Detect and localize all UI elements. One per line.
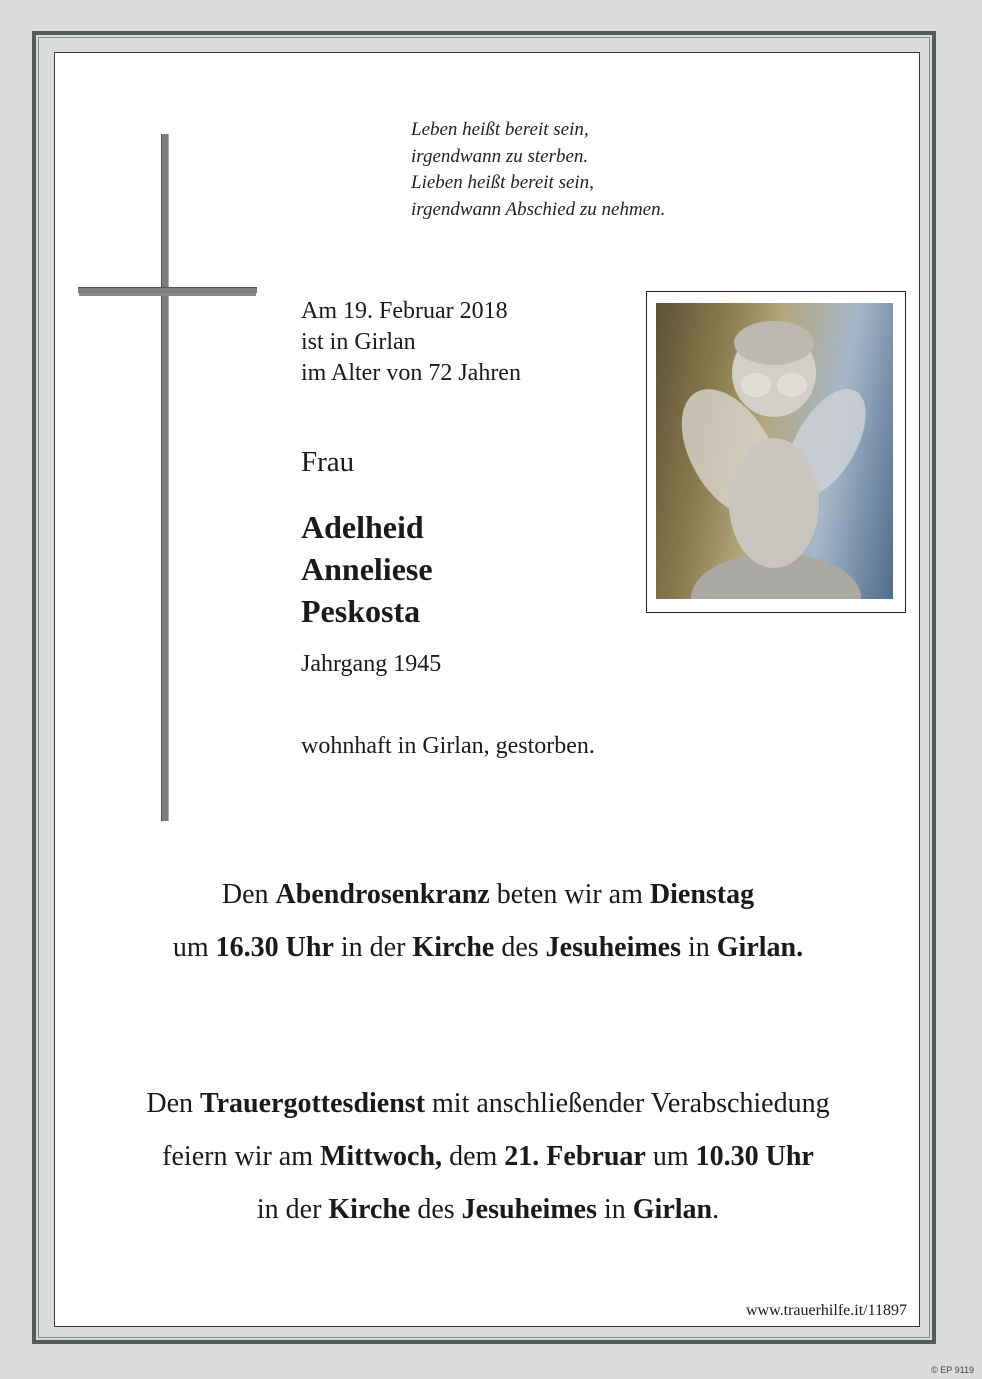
emphasis-text: Kirche bbox=[412, 932, 495, 963]
emphasis-text: 21. Februar bbox=[504, 1141, 646, 1172]
emphasis-text: Jesuheimes bbox=[545, 932, 681, 963]
funeral-line bbox=[55, 1183, 921, 1236]
cross-icon-bar bbox=[78, 287, 257, 293]
quote-line: irgendwann zu sterben. bbox=[411, 145, 589, 167]
birth-year: Jahrgang 1945 bbox=[301, 651, 442, 677]
emphasis-text: Trauergottesdienst bbox=[200, 1088, 426, 1119]
emphasis-text: Girlan. bbox=[716, 932, 804, 963]
text: Den bbox=[146, 1088, 201, 1119]
website-link[interactable]: www.trauerhilfe.it/11897 bbox=[746, 1302, 907, 1319]
name-line: Peskosta bbox=[301, 593, 421, 629]
text: . bbox=[712, 1194, 720, 1225]
funeral-line bbox=[55, 1130, 921, 1183]
quote bbox=[411, 117, 665, 223]
text: dem bbox=[442, 1141, 505, 1172]
text: in bbox=[596, 1194, 633, 1225]
quote-line: Leben heißt bereit sein, bbox=[411, 119, 589, 140]
copyright: © EP 9119 bbox=[931, 1365, 974, 1375]
intro-line: im Alter von 72 Jahren bbox=[301, 360, 521, 386]
text: des bbox=[410, 1194, 462, 1225]
text: in bbox=[681, 932, 717, 963]
text: beten wir am bbox=[489, 879, 650, 910]
emphasis-text: 10.30 Uhr bbox=[695, 1141, 814, 1172]
funeral-line bbox=[55, 1077, 921, 1130]
emphasis-text: Kirche bbox=[328, 1194, 411, 1225]
obituary-card bbox=[54, 52, 920, 1327]
emphasis-text: Dienstag bbox=[649, 879, 755, 910]
emphasis-text: Jesuheimes bbox=[461, 1194, 597, 1225]
text: um bbox=[172, 932, 216, 963]
text: in der bbox=[333, 932, 413, 963]
name-line: Adelheid bbox=[301, 509, 424, 545]
rosary-announcement bbox=[55, 868, 921, 974]
quote-line: irgendwann Abschied zu nehmen. bbox=[411, 198, 666, 220]
text: des bbox=[494, 932, 546, 963]
photo-frame bbox=[646, 291, 906, 613]
emphasis-text: Girlan bbox=[632, 1194, 713, 1225]
name-line: Anneliese bbox=[301, 551, 433, 587]
funeral-announcement bbox=[55, 1077, 921, 1236]
text: mit anschließender Verabschiedung bbox=[425, 1088, 830, 1119]
text: feiern wir am bbox=[162, 1141, 320, 1172]
emphasis-text: Mittwoch, bbox=[319, 1141, 443, 1172]
deceased-name bbox=[301, 506, 433, 632]
angel-photo bbox=[656, 303, 893, 599]
title: Frau bbox=[301, 446, 355, 478]
intro-line: Am 19. Februar 2018 bbox=[301, 298, 508, 324]
rosary-line bbox=[55, 868, 921, 921]
residence: wohnhaft in Girlan, gestorben. bbox=[301, 733, 595, 759]
text: Den bbox=[221, 879, 276, 910]
text: in der bbox=[256, 1194, 329, 1225]
intro-line: ist in Girlan bbox=[301, 329, 416, 355]
death-intro bbox=[301, 296, 521, 389]
rosary-line bbox=[55, 921, 921, 974]
emphasis-text: Abendrosenkranz bbox=[275, 879, 490, 910]
text: um bbox=[645, 1141, 696, 1172]
quote-line: Lieben heißt bereit sein, bbox=[411, 172, 594, 193]
emphasis-text: 16.30 Uhr bbox=[215, 932, 334, 963]
cross-icon bbox=[161, 134, 169, 821]
